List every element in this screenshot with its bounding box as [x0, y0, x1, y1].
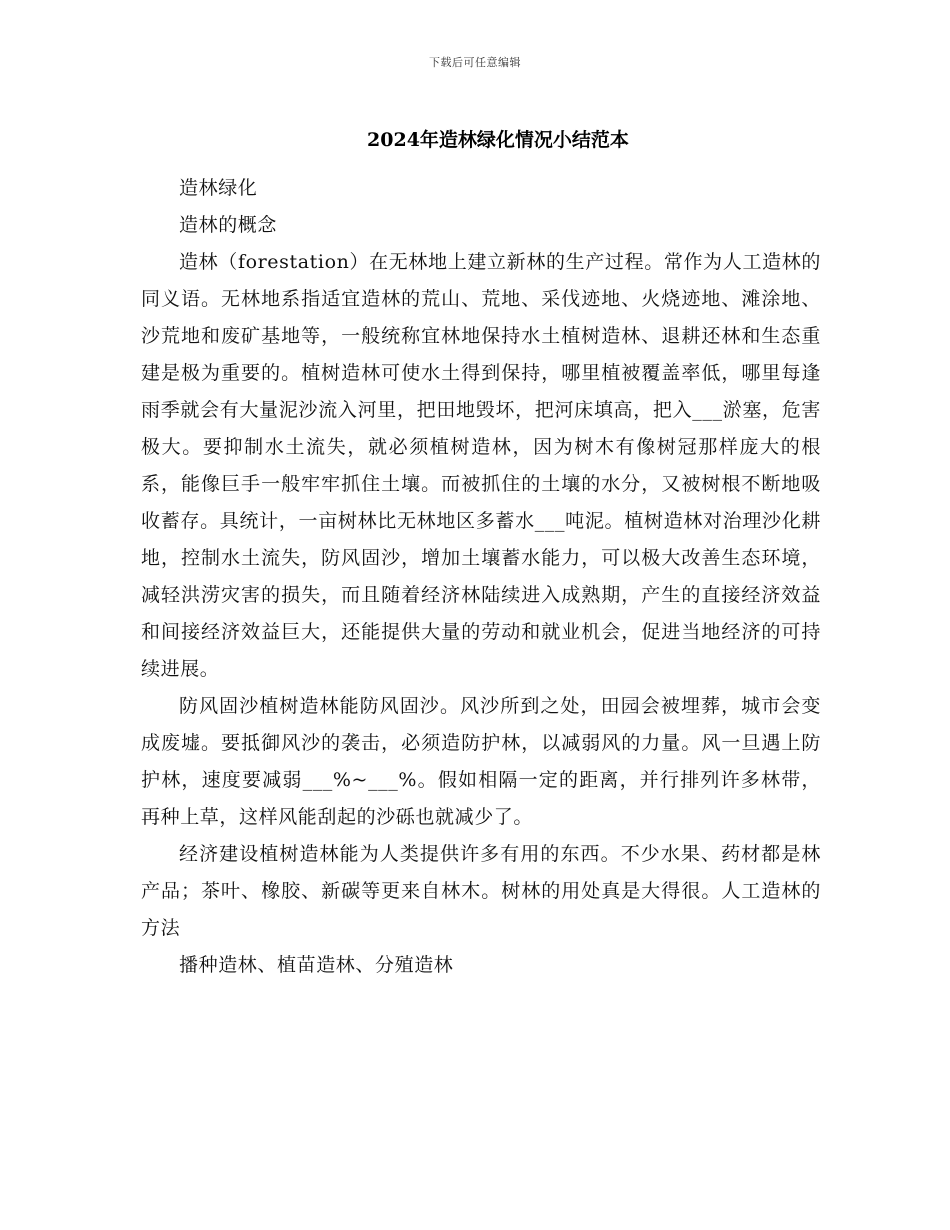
document-body	[141, 170, 821, 984]
page-header-note: 下载后可任意编辑	[429, 56, 521, 69]
body-paragraph: 经济建设植树造林能为人类提供许多有用的东西。不少水果、药材都是林产品；茶叶、橡胶、新碳等更来自林木。树林的用处真是大得很。人工造林的方法	[141, 843, 821, 939]
section-heading: 造林绿化	[179, 177, 258, 199]
subsection-heading: 造林的概念	[179, 214, 278, 236]
body-paragraph: 播种造林、植苗造林、分殖造林	[179, 954, 454, 976]
body-paragraph: 防风固沙植树造林能防风固沙。风沙所到之处，田园会被埋葬，城市会变成废墟。要抵御风沙的袭击，必须造防护林，以减弱风的力量。风一旦遇上防护林，速度要减弱___%~___%。假如相隔一定的距离，并行排列许多林带，再种上草，这样风能刮起的沙砾也就减少了。	[141, 695, 821, 828]
document-title: 2024年造林绿化情况小结范本	[367, 129, 629, 151]
body-paragraph: 造林（forestation）在无林地上建立新林的生产过程。常作为人工造林的同义语。无林地系指适宜造林的荒山、荒地、采伐迹地、火烧迹地、滩涂地、沙荒地和废矿基地等，一般统称宜林地保持水土植树造林、退耕还林和生态重建是极为重要的。植树造林可使水土得到保持，哪里植被覆盖率低，哪里每逢雨季就会有大量泥沙流入河里，把田地毁坏，把河床填高，把入___淤塞，危害极大。要抑制水土流失，就必须植树造林，因为树木有像树冠那样庞大的根系，能像巨手一般牢牢抓住土壤。而被抓住的土壤的水分，又被树根不断地吸收蓄存。具统计，一亩树林比无林地区多蓄水___吨泥。植树造林对治理沙化耕地，控制水土流失，防风固沙，增加土壤蓄水能力，可以极大改善生态环境，减轻洪涝灾害的损失，而且随着经济林陆续进入成熟期，产生的直接经济效益和间接经济效益巨大，还能提供大量的劳动和就业机会，促进当地经济的可持续进展。	[141, 251, 821, 680]
